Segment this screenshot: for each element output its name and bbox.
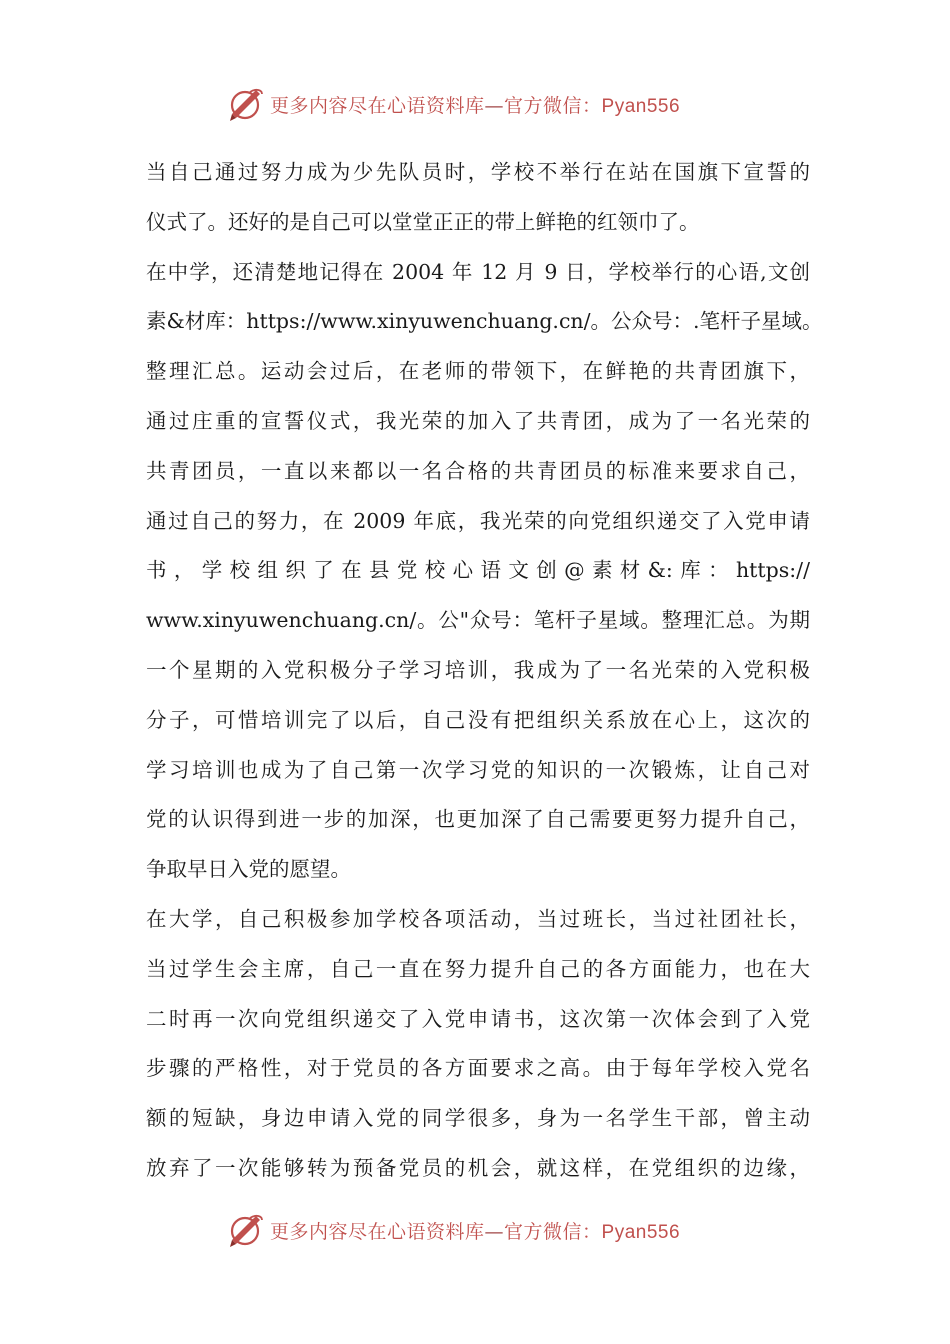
text-line: 放弃了一次能够转为预备党员的机会，就这样，在党组织的边缘， [146,1155,810,1180]
text-line: 素&材库：https://www.xinyuwenchuang.cn/。公众号：.笔杆子星域。 [146,309,823,334]
text-line: 二时再一次向党组织递交了入党申请书，这次第一次体会到了入党 [146,1006,810,1031]
text-line: 额的短缺，身边申请入党的同学很多，身为一名学生干部，曾主动 [146,1106,810,1131]
text-line: 整理汇总。运动会过后，在老师的带领下，在鲜艳的共青团旗下， [146,359,810,384]
text-line: 共青团员，一直以来都以一名合格的共青团员的标准来要求自己， [146,458,810,483]
pen-logo-icon [226,1210,266,1250]
text-line: 通过自己的努力，在 2009 年底，我光荣的向党组织递交了入党申请 [146,508,810,533]
pen-logo-icon [226,84,266,124]
text-line: 通过庄重的宣誓仪式，我光荣的加入了共青团，成为了一名光荣的 [146,408,810,433]
footer-separator: — [484,1220,505,1243]
footer-wechat-label: 官方微信： [504,1220,602,1243]
footer-wechat-id: Pyan556 [601,1221,681,1243]
text-line: 当过学生会主席，自己一直在努力提升自己的各方面能力，也在大 [146,956,810,981]
footer-banner [226,1208,680,1252]
footer-brand-text [270,1217,680,1244]
header-wechat-label: 官方微信： [504,94,602,117]
text-line: 在大学，自己积极参加学校各项活动，当过班长，当过社团社长， [146,906,810,931]
text-line: 书，学校组织了在县党校心语文创@素材&:库：https:// [146,558,810,583]
text-line: 在中学，还清楚地记得在 2004 年 12 月 9 日，学校举行的心语,文创 [146,259,810,284]
footer-brand: 更多内容尽在心语资料库 [270,1220,485,1243]
header-wechat-id: Pyan556 [601,95,681,117]
text-line: 学习培训也成为了自己第一次学习党的知识的一次锻炼，让自己对 [146,757,810,782]
header-separator: — [484,94,505,117]
text-line: www.xinyuwenchuang.cn/。公"众号：笔杆子星域。整理汇总。为期 [146,608,810,633]
text-line: 当自己通过努力成为少先队员时，学校不举行在站在国旗下宣誓的 [146,160,810,184]
text-line: 分子，可惜培训完了以后，自己没有把组织关系放在心上，这次的 [146,707,810,732]
text-line: 党的认识得到进一步的加深，也更加深了自己需要更努力提升自己， [146,807,810,832]
text-line: 步骤的严格性，对于党员的各方面要求之高。由于每年学校入党名 [146,1056,810,1081]
text-line: 争取早日入党的愿望。 [146,857,351,882]
text-line: 一个星期的入党积极分子学习培训，我成为了一名光荣的入党积极 [146,657,810,682]
header-banner [226,82,680,126]
text-line: 仪式了。还好的是自己可以堂堂正正的带上鲜艳的红领巾了。 [146,209,700,234]
header-brand: 更多内容尽在心语资料库 [270,94,485,117]
document-body [146,148,823,1194]
header-brand-text [270,91,680,118]
